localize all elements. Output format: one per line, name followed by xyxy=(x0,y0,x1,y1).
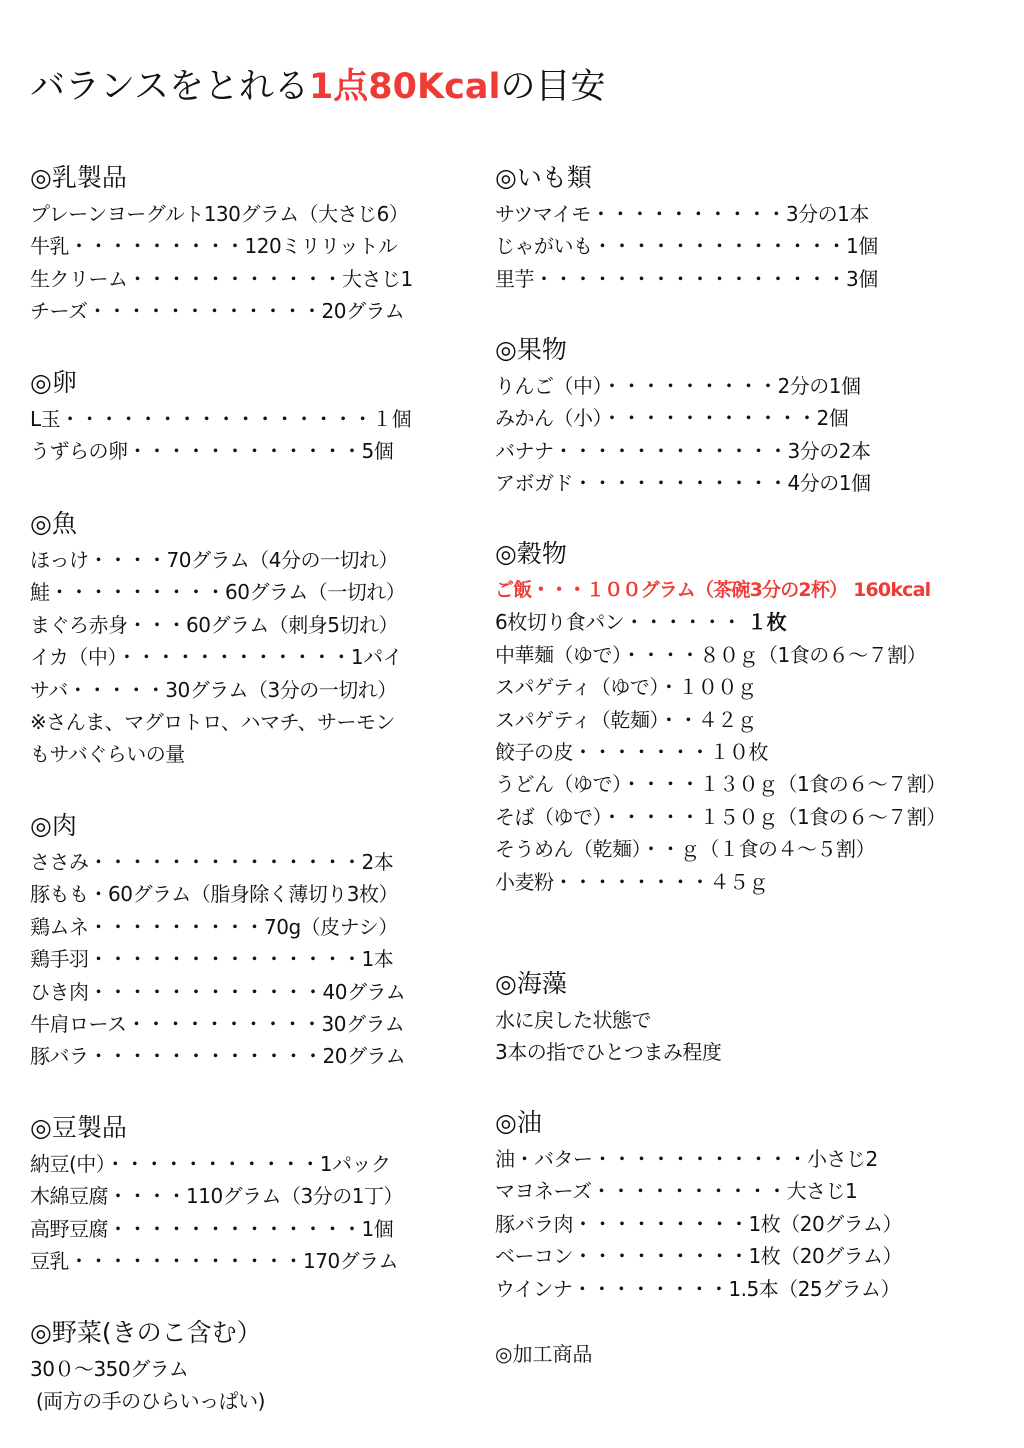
list-item: 鶏手羽・・・・・・・・・・・・・・1本 xyxy=(30,947,394,972)
section-seaweed xyxy=(495,964,1023,1069)
title-prefix: バランスをとれる xyxy=(30,67,309,107)
section-soy xyxy=(30,1108,475,1278)
section-heading: ◎海藻 xyxy=(495,969,567,998)
section-egg xyxy=(30,363,475,468)
list-item: スパゲティ（ゆで）・１００ｇ xyxy=(495,675,757,700)
list-item: もサバぐらいの量 xyxy=(30,742,185,767)
list-item: 木綿豆腐・・・・110グラム（3分の1丁） xyxy=(30,1184,403,1209)
section-vegetables xyxy=(30,1313,475,1418)
list-item: うずらの卵・・・・・・・・・・・・5個 xyxy=(30,439,394,464)
list-item: うどん（ゆで）・・・・１３０ｇ（1食の６～７割） xyxy=(495,772,946,797)
section-dairy xyxy=(30,158,475,328)
list-item: サバ・・・・・30グラム（3分の一切れ） xyxy=(30,677,397,702)
list-item: サツマイモ・・・・・・・・・・3分の1本 xyxy=(495,202,869,226)
list-item: (両方の手のひらいっぱい) xyxy=(30,1389,265,1414)
list-item: 鶏ムネ・・・・・・・・・70g（皮ナシ） xyxy=(30,914,398,939)
list-item: 生クリーム・・・・・・・・・・・大さじ1 xyxy=(30,266,413,291)
section-meat xyxy=(30,806,475,1073)
list-item: 鮭・・・・・・・・・60グラム（一切れ） xyxy=(30,580,406,605)
section-heading: ◎魚 xyxy=(30,509,77,538)
section-heading: ◎乳製品 xyxy=(30,163,127,192)
title-highlight: 1点80Kcal xyxy=(308,67,501,107)
list-item: 中華麺（ゆで）・・・・８０ｇ（1食の６～７割） xyxy=(495,642,927,667)
section-fruit xyxy=(495,330,1023,500)
section-fish xyxy=(30,504,475,771)
title-suffix: の目安 xyxy=(500,67,606,107)
list-item: 豚バラ・・・・・・・・・・・・20グラム xyxy=(30,1044,406,1069)
list-item: プレーンヨーグルト130グラム（大さじ6） xyxy=(30,202,409,226)
list-item: ※さんま、マグロトロ、ハマチ、サーモン xyxy=(30,710,396,735)
list-item: 高野豆腐・・・・・・・・・・・・・1個 xyxy=(30,1216,394,1241)
list-item: 豚バラ肉・・・・・・・・・1枚（20グラム） xyxy=(495,1211,902,1236)
list-item: 油・バター・・・・・・・・・・・小さじ2 xyxy=(495,1147,878,1171)
section-heading: ◎穀物 xyxy=(495,539,567,568)
list-item: 里芋・・・・・・・・・・・・・・・・3個 xyxy=(495,266,878,291)
section-heading: ◎加工商品 xyxy=(495,1342,593,1366)
section-potato xyxy=(495,158,1023,295)
list-item: 牛乳・・・・・・・・・120ミリリットル xyxy=(30,234,398,259)
list-item: 牛肩ロース・・・・・・・・・・30グラム xyxy=(30,1012,405,1037)
section-heading: ◎野菜(きのこ含む） xyxy=(30,1318,262,1347)
list-item: アボガド・・・・・・・・・・・4分の1個 xyxy=(495,471,871,496)
list-item: ささみ・・・・・・・・・・・・・・2本 xyxy=(30,850,394,874)
section-heading: ◎卵 xyxy=(30,368,77,397)
highlight-item: ご飯・・・１００グラム（茶碗3分の2杯） 160kcal xyxy=(495,579,931,601)
list-item: 小麦粉・・・・・・・・４５ｇ xyxy=(495,869,768,894)
list-item: ほっけ・・・・70グラム（4分の一切れ） xyxy=(30,548,398,572)
list-item: 豚もも・60グラム（脂身除く薄切り3枚） xyxy=(30,882,398,907)
section-heading: ◎果物 xyxy=(495,335,567,364)
page-title xyxy=(30,62,606,112)
section-heading: ◎肉 xyxy=(30,811,77,840)
bread-amount: １枚 xyxy=(747,610,787,635)
list-item: まぐろ赤身・・・60グラム（刺身5切れ） xyxy=(30,612,398,637)
section-heading: ◎油 xyxy=(495,1108,542,1137)
section-heading: ◎いも類 xyxy=(495,163,592,192)
list-item: マヨネーズ・・・・・・・・・・大さじ1 xyxy=(495,1179,858,1204)
list-item: チーズ・・・・・・・・・・・・20グラム xyxy=(30,299,405,324)
section-oil xyxy=(495,1103,1023,1305)
list-item: そば（ゆで）・・・・・１５０ｇ（1食の６～７割） xyxy=(495,804,946,829)
list-item: 豆乳・・・・・・・・・・・・170グラム xyxy=(30,1249,398,1274)
list-item: じゃがいも・・・・・・・・・・・・・1個 xyxy=(495,234,878,259)
list-item: みかん（小）・・・・・・・・・・・2個 xyxy=(495,406,849,431)
list-item: 餃子の皮・・・・・・・１０枚 xyxy=(495,740,768,765)
list-item: りんご（中）・・・・・・・・・2分の1個 xyxy=(495,374,861,398)
list-item xyxy=(495,606,1023,638)
list-item: L玉・・・・・・・・・・・・・・・・１個 xyxy=(30,407,412,431)
list-item: スパゲティ（乾麺）・・４２ｇ xyxy=(495,707,757,732)
section-processed xyxy=(495,1338,1023,1370)
list-item: イカ（中）・・・・・・・・・・・・1パイ xyxy=(30,645,403,670)
list-item: ウインナ・・・・・・・・1.5本（25グラム） xyxy=(495,1276,900,1301)
list-item: ベーコン・・・・・・・・・1枚（20グラム） xyxy=(495,1244,902,1269)
section-grain xyxy=(495,534,1023,898)
list-item: 3本の指でひとつまみ程度 xyxy=(495,1040,722,1065)
section-heading: ◎豆製品 xyxy=(30,1113,127,1142)
list-item: そうめん（乾麺）・・ｇ（１食の４～５割） xyxy=(495,837,875,862)
list-item: ひき肉・・・・・・・・・・・・40グラム xyxy=(30,979,406,1004)
list-item: 30０～350グラム xyxy=(30,1357,189,1381)
list-item: バナナ・・・・・・・・・・・・3分の2本 xyxy=(495,438,871,463)
list-item: 水に戻した状態で xyxy=(495,1008,651,1032)
bread-text: 6枚切り食パン・・・・・・ xyxy=(495,610,748,635)
list-item: 納豆(中）・・・・・・・・・・・1パック xyxy=(30,1152,391,1176)
